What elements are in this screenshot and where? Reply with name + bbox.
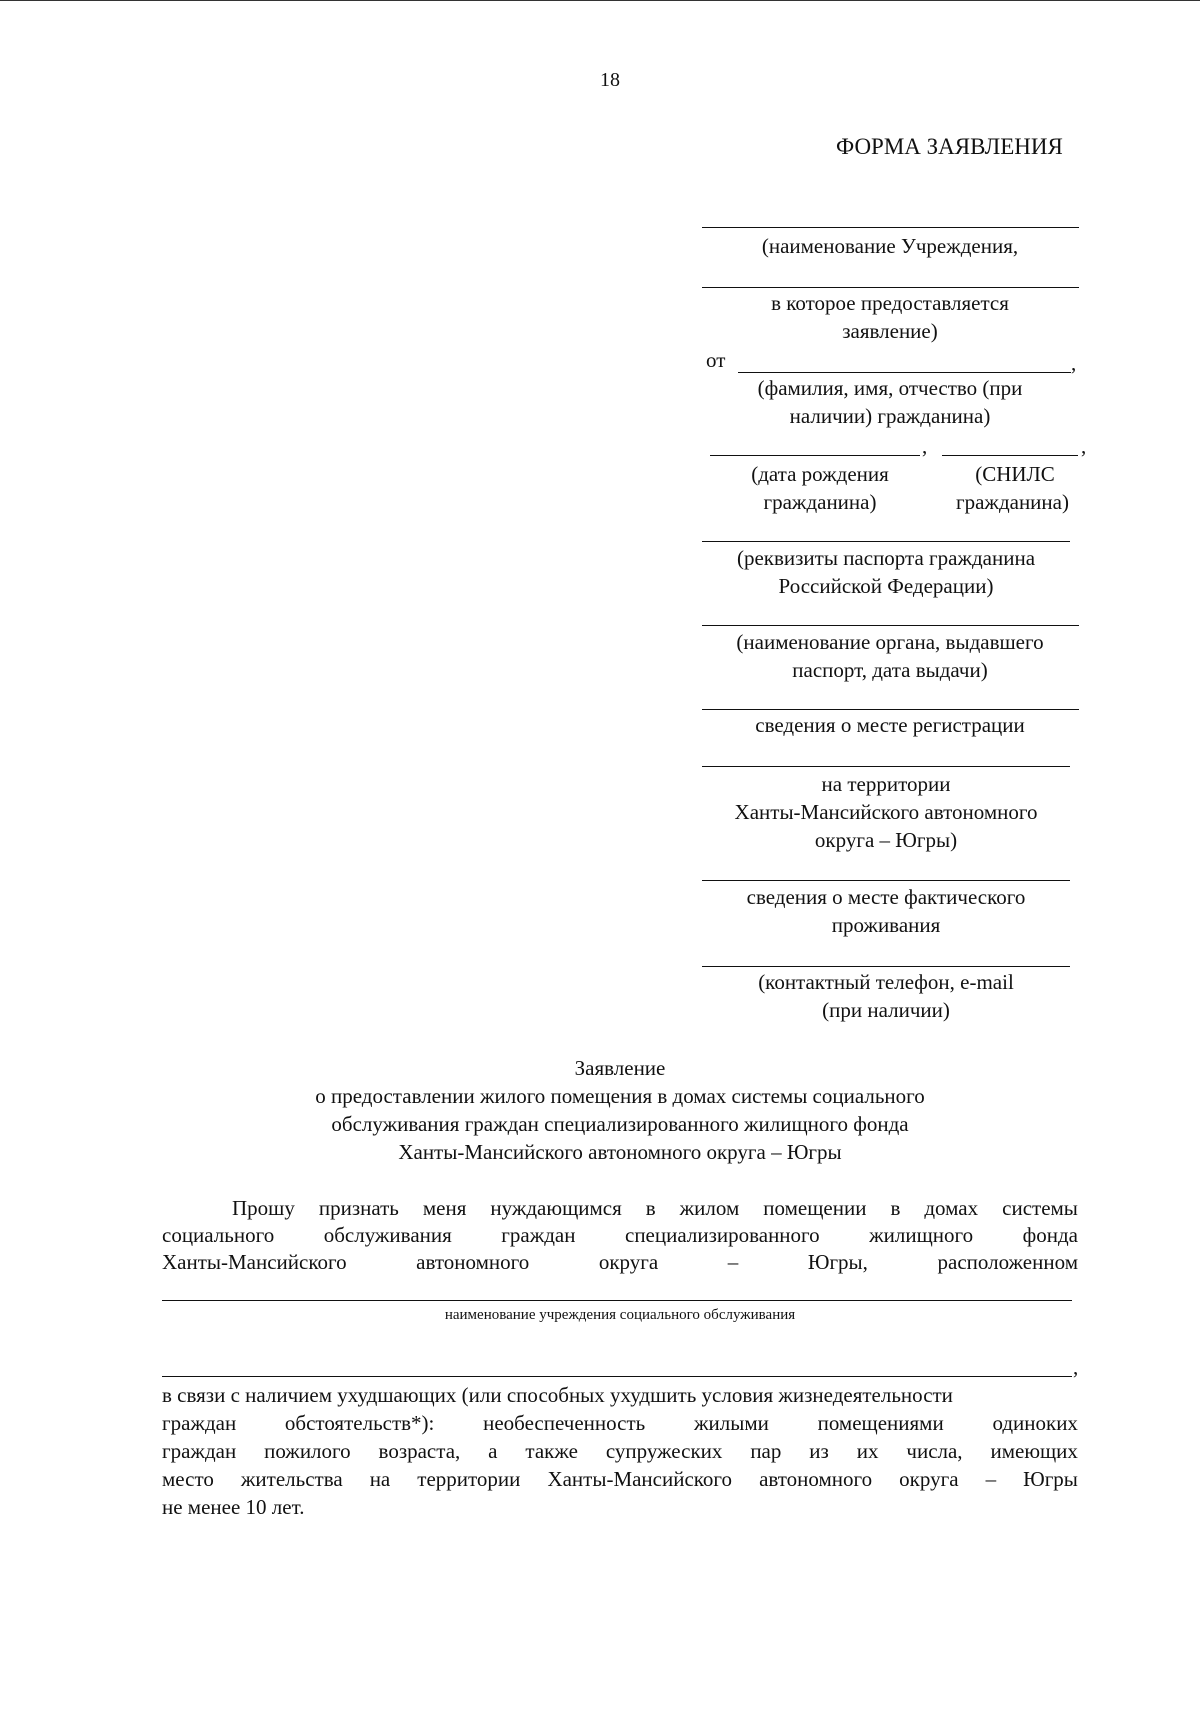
name-hint-line2: наличии) гражданина) — [789, 404, 991, 428]
actual-residence-hint-line2: проживания — [831, 913, 941, 937]
body-p1-line3 — [162, 1249, 1078, 1275]
address-line — [162, 1376, 1072, 1377]
registration-line — [702, 709, 1079, 710]
body-word: расположенном — [937, 1250, 1078, 1274]
body-p1-line1 — [232, 1195, 1078, 1221]
body-word: место — [162, 1467, 214, 1491]
passport-hint-line1: (реквизиты паспорта гражданина — [736, 546, 1036, 570]
social-institution-hint: наименование учреждения социального обслуживания — [444, 1307, 796, 1323]
body-word: – — [985, 1467, 997, 1491]
institution-hint-line3: заявление) — [842, 319, 938, 343]
body-word: пар — [750, 1439, 782, 1463]
snils-line — [942, 455, 1078, 456]
social-institution-line — [162, 1300, 1072, 1301]
birth-date-line — [710, 455, 920, 456]
body-word: в — [890, 1196, 901, 1220]
body-word: граждан — [501, 1223, 576, 1247]
body-word: признать — [318, 1196, 399, 1220]
page-number: 18 — [600, 69, 620, 91]
body-word: обслуживания — [323, 1223, 452, 1247]
body-p2-line3 — [162, 1438, 1078, 1464]
form-heading: ФОРМА ЗАЯВЛЕНИЯ — [836, 134, 1063, 159]
body-p2-line4 — [162, 1466, 1078, 1492]
contact-hint-line1: (контактный телефон, e-mail — [758, 970, 1014, 994]
institution-name-line2 — [702, 287, 1079, 288]
body-word: помещениями — [817, 1411, 944, 1435]
registration-hint-line1: сведения о месте регистрации — [755, 713, 1025, 737]
body-word: жительства — [240, 1467, 343, 1491]
body-word: граждан — [162, 1439, 237, 1463]
registration-line2 — [702, 766, 1070, 767]
body-word: Прошу — [232, 1196, 295, 1220]
snils-hint-line2: гражданина) — [956, 490, 1069, 514]
snils-hint-line1: (СНИЛС — [975, 462, 1055, 486]
body-word: Югры, — [807, 1250, 868, 1274]
body-word: из — [809, 1439, 829, 1463]
body-word: их — [856, 1439, 879, 1463]
actual-residence-line — [702, 880, 1070, 881]
body-word: необеспеченность — [483, 1411, 646, 1435]
body-word: возраста, — [378, 1439, 461, 1463]
from-comma: , — [1071, 351, 1077, 375]
body-word: нуждающимся — [490, 1196, 622, 1220]
body-word: автономного — [759, 1467, 873, 1491]
registration-hint-line3: Ханты-Мансийского автономного — [734, 800, 1038, 824]
body-word: автономного — [416, 1250, 530, 1274]
body-word: домах — [924, 1196, 979, 1220]
issuer-hint-line1: (наименование органа, выдавшего — [736, 630, 1044, 654]
registration-hint-line2: на территории — [821, 772, 951, 796]
name-hint-line1: (фамилия, имя, отчество (при — [757, 376, 1023, 400]
body-word: социального — [162, 1223, 275, 1247]
body-p2-line5: не менее 10 лет. — [162, 1495, 305, 1519]
registration-hint-line4: округа – Югры) — [814, 828, 958, 852]
title-line4: Ханты-Мансийского автономного округа – Югры — [398, 1140, 842, 1164]
body-word: супружеских — [605, 1439, 723, 1463]
body-word: специализированного — [625, 1223, 820, 1247]
address-comma: , — [1073, 1355, 1079, 1379]
applicant-name-line — [738, 372, 1071, 373]
body-word: числа, — [906, 1439, 963, 1463]
title-line3: обслуживания граждан специализированного жилищного фонда — [331, 1112, 909, 1136]
institution-hint-line1: (наименование Учреждения, — [761, 234, 1019, 258]
body-word: Ханты-Мансийского — [547, 1467, 733, 1491]
body-word: округа — [899, 1467, 959, 1491]
institution-name-line — [702, 227, 1079, 228]
passport-details-line — [702, 541, 1070, 542]
body-word: имеющих — [990, 1439, 1078, 1463]
body-word: на — [369, 1467, 391, 1491]
institution-hint-line2: в которое предоставляется — [771, 291, 1009, 315]
body-word: одиноких — [992, 1411, 1078, 1435]
issuer-hint-line2: паспорт, дата выдачи) — [792, 658, 988, 682]
body-word: в — [645, 1196, 656, 1220]
body-word: пожилого — [264, 1439, 351, 1463]
actual-residence-hint-line1: сведения о месте фактического — [746, 885, 1026, 909]
passport-hint-line2: Российской Федерации) — [778, 574, 994, 598]
body-word: жилищного — [869, 1223, 974, 1247]
birth-date-hint-line2: гражданина) — [763, 490, 877, 514]
body-word: помещении — [763, 1196, 867, 1220]
body-word: также — [525, 1439, 578, 1463]
body-word: – — [727, 1250, 739, 1274]
passport-issuer-line — [702, 625, 1079, 626]
scan-edge-line — [0, 0, 1200, 1]
body-word: округа — [598, 1250, 659, 1274]
body-word: системы — [1002, 1196, 1078, 1220]
body-word: Югры — [1023, 1467, 1078, 1491]
body-word: жилом — [679, 1196, 740, 1220]
birth-date-hint-line1: (дата рождения — [751, 462, 889, 486]
body-p1-line2 — [162, 1222, 1078, 1248]
body-p2-line2 — [162, 1410, 1078, 1436]
title-line1: Заявление — [574, 1056, 666, 1080]
body-word: обстоятельств*): — [284, 1411, 435, 1435]
body-word: жилыми — [693, 1411, 769, 1435]
body-p2-line1: в связи с наличием ухудшающих (или способных ухудшить условия жизнедеятельности — [162, 1383, 953, 1407]
contact-hint-line2: (при наличии) — [822, 998, 950, 1022]
body-word: Ханты-Мансийского — [162, 1250, 347, 1274]
body-word: фонда — [1022, 1223, 1078, 1247]
comma-after-birth-date: , — [922, 434, 928, 458]
body-word: территории — [417, 1467, 521, 1491]
from-label: от — [706, 348, 726, 372]
contact-line — [702, 966, 1070, 967]
title-line2: о предоставлении жилого помещения в домах системы социального — [315, 1084, 925, 1108]
body-word: а — [488, 1439, 498, 1463]
body-word: граждан — [162, 1411, 237, 1435]
comma-after-snils: , — [1081, 434, 1087, 458]
body-word: меня — [422, 1196, 467, 1220]
